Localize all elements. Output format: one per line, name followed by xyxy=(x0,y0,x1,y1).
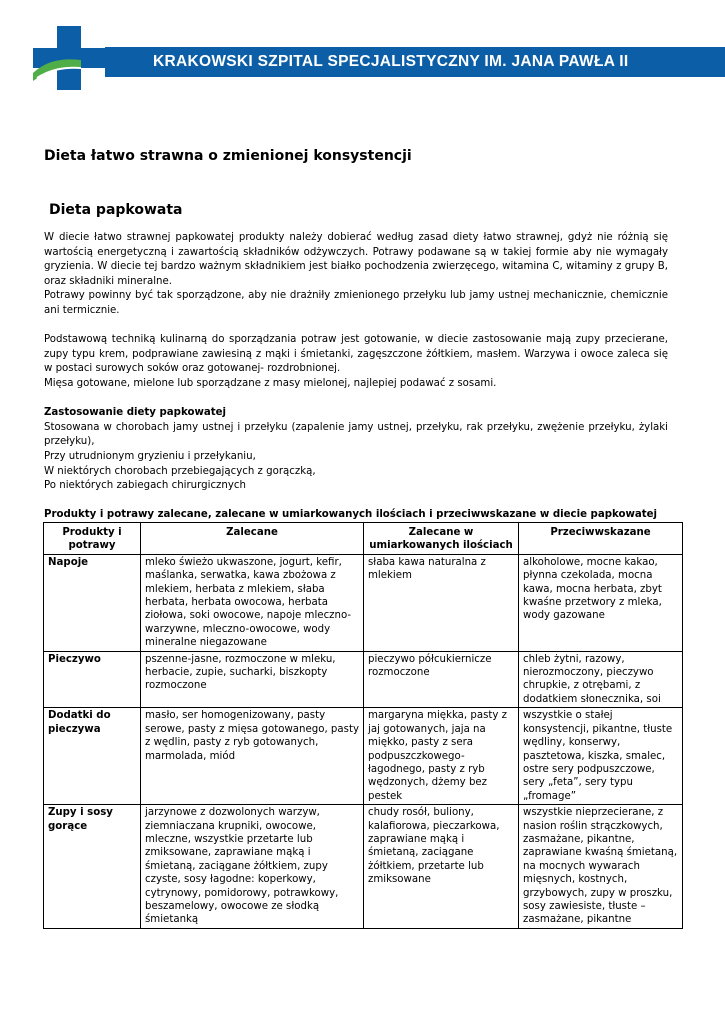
product-cell: Dodatki do pieczywa xyxy=(44,708,141,805)
product-cell: Napoje xyxy=(44,554,141,651)
column-header: Przeciwwskazane xyxy=(519,523,683,555)
document-title: Dieta łatwo strawna o zmienionej konsystencji xyxy=(44,148,412,164)
moderate-cell: chudy rosół, buliony, kalafiorowa, pieczarkowa, zaprawiane mąką i śmietaną, zaciągane żółtkiem, przetarte lub zmiksowane xyxy=(364,805,519,929)
column-header: Zalecane w umiarkowanych ilościach xyxy=(364,523,519,555)
column-header: Zalecane xyxy=(141,523,364,555)
moderate-cell: pieczywo półcukiernicze rozmoczone xyxy=(364,651,519,708)
moderate-cell: słaba kawa naturalna z mlekiem xyxy=(364,554,519,651)
page-header xyxy=(0,0,725,110)
paragraph: Potrawy powinny być tak sporządzone, aby nie drażniły zmienionego przełyku lub jamy ustnej mechanicznie, chemicznie ani termicznie. xyxy=(44,290,668,316)
usage-line: Stosowana w chorobach jamy ustnej i przełyku (zapalenie jamy ustnej, przełyku, rak przełyku, zwężenie przełyku, żylaki przełyku), xyxy=(44,421,668,448)
table-row xyxy=(44,554,683,651)
usage-heading: Zastosowanie diety papkowatej xyxy=(44,407,227,419)
paragraph: W diecie łatwo strawnej papkowatej produkty należy dobierać według zasad diety łatwo strawnej, gdyż nie różnią się wartością energetyczną i zawartością składników odżywczych. Potrawy podawane są w takiej formie aby nie wymagały gryzienia. W diecie tej bardzo ważnym składnikiem jest białko pochodzenia zwierzęcego, witamina C, witaminy z grupy B, oraz składniki mineralne. xyxy=(44,232,668,287)
cross-logo-icon xyxy=(33,26,105,90)
contraindicated-cell: wszystkie o stałej konsystencji, pikantne, tłuste wędliny, konserwy, pasztetowa, kiszka, smalec, ostre sery podpuszczowe, sery „feta”, sery typu „fromage” xyxy=(519,708,683,805)
recommended-cell: mleko świeżo ukwaszone, jogurt, kefir, maślanka, serwatka, kawa zbożowa z mlekiem, herbata z mlekiem, słaba herbata, herbata owocowa, herbata ziołowa, soki owocowe, napoje mleczno-warzywne, mleczno-owocowe, wody mineralne niegazowane xyxy=(141,554,364,651)
usage-line: W niektórych chorobach przebiegających z gorączką, xyxy=(44,465,316,477)
product-cell: Pieczywo xyxy=(44,651,141,708)
paragraph: Mięsa gotowane, mielone lub sporządzane z masy mielonej, najlepiej podawać z sosami. xyxy=(44,377,497,389)
usage-line: Przy utrudnionym gryzieniu i przełykaniu, xyxy=(44,450,256,462)
product-cell: Zupy i sosy gorące xyxy=(44,805,141,929)
table-header-row xyxy=(44,523,683,555)
recommended-cell: masło, ser homogenizowany, pasty serowe, pasty z mięsa gotowanego, pasty z wędlin, pasty z ryb gotowanych, marmolada, miód xyxy=(141,708,364,805)
hospital-name-banner xyxy=(105,47,725,77)
document-body xyxy=(44,231,668,523)
usage-line: Po niektórych zabiegach chirurgicznych xyxy=(44,480,246,492)
table-row xyxy=(44,651,683,708)
section-title: Dieta papkowata xyxy=(49,202,183,218)
table-heading: Produkty i potrawy zalecane, zalecane w umiarkowanych ilościach i przeciwwskazane w diecie papkowatej xyxy=(44,509,658,521)
moderate-cell: margaryna miękka, pasty z jaj gotowanych, jaja na miękko, pasty z sera podpuszczkowego-łagodnego, pasty z ryb wędzonych, dżemy bez pestek xyxy=(364,708,519,805)
contraindicated-cell: alkoholowe, mocne kakao, płynna czekolada, mocna kawa, mocna herbata, zbyt kwaśne przetwory z mleka, wody gazowane xyxy=(519,554,683,651)
column-header: Produkty i potrawy xyxy=(44,523,141,555)
table-row xyxy=(44,805,683,929)
hospital-name: KRAKOWSKI SZPITAL SPECJALISTYCZNY IM. JANA PAWŁA II xyxy=(153,53,629,70)
contraindicated-cell: wszystkie nieprzecierane, z nasion roślin strączkowych, zasmażane, pikantne, zaprawiane kwaśną śmietaną, na mocnych wywarach mięsnych, kostnych, grzybowych, zupy w proszku, sosy zawiesiste, tłuste – zasmażane, pikantne xyxy=(519,805,683,929)
table-row xyxy=(44,708,683,805)
recommended-cell: pszenne-jasne, rozmoczone w mleku, herbacie, zupie, sucharki, biszkopty rozmoczone xyxy=(141,651,364,708)
contraindicated-cell: chleb żytni, razowy, nierozmoczony, pieczywo chrupkie, z otrębami, z dodatkiem słonecznika, soi xyxy=(519,651,683,708)
recommended-cell: jarzynowe z dozwolonych warzyw, ziemniaczana krupniki, owocowe, mleczne, wszystkie przetarte lub zmiksowane, zaprawiane mąką i śmietaną, zaciągane żółtkiem, zupy czyste, sosy łagodne: koperkowy, cytrynowy, pomidorowy, potrawkowy, beszamelowy, owocowe ze słodką śmietanką xyxy=(141,805,364,929)
paragraph: Podstawową techniką kulinarną do sporządzania potraw jest gotowanie, w diecie zastosowanie mają zupy przecierane, zupy typu krem, podprawiane zawiesiną z mąki i śmietanki, zagęszczone żółtkiem, masłem. Warzywa i owoce zaleca się w postaci surowych soków oraz gotowanej- rozdrobnionej. xyxy=(44,334,668,375)
diet-table xyxy=(43,522,683,929)
